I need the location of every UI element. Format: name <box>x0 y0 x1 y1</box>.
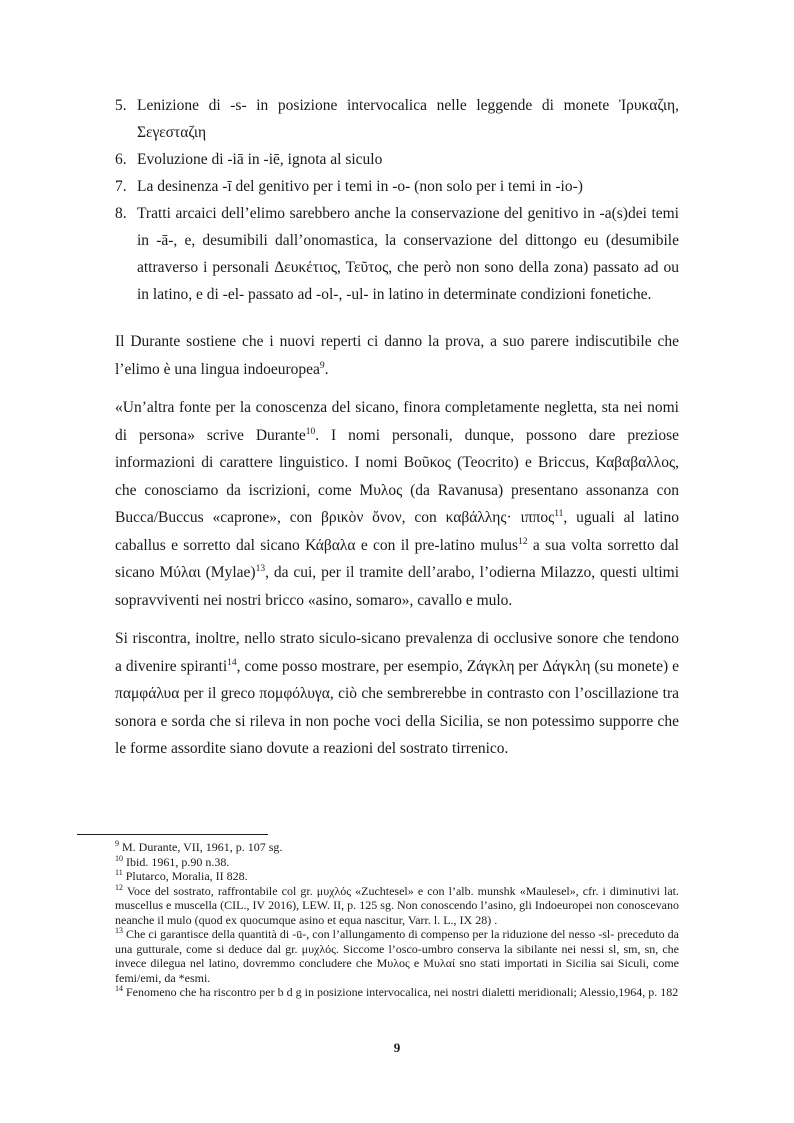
footnote-ref-14[interactable]: 14 <box>227 657 237 668</box>
paragraph-text: a sua volta sorretto dal sicano Μύλαι (Mylae) <box>115 536 679 581</box>
footnote <box>115 985 679 1000</box>
list-number: 8. <box>115 205 127 222</box>
paragraph-occlusive-sonore <box>115 625 679 763</box>
paragraph-text: , uguali al latino caballus e sorretto dal sicano Κάβαλα e con il pre-latino mulus <box>115 509 679 554</box>
footnote-ref-10[interactable]: 10 <box>305 426 316 437</box>
footnote-text: Ibid. 1961, p.90 n.38. <box>123 854 230 869</box>
paragraph-text: «Un’altra fonte per la conoscenza del sicano, finora completamente negletta, sta nei nomi di persona» scrive Durante <box>115 399 679 444</box>
footnote <box>115 840 679 855</box>
list-item <box>115 92 679 146</box>
paragraph-text: . <box>324 360 329 378</box>
footnote <box>115 855 679 870</box>
footnote-text: Che ci garantisce della quantità di -ū-, con l’allungamento di compenso per la riduzione del nesso -sl- preceduto da una gutturale, come si deduce dal gr. μυχλός. Siccome l’osco-umbro conserva la sibilante nei nessi sl, sm, sn, che invece dilegua nel latino, dovremmo concludere che Μυλος e Μυλαί sno stati importati in Sicilia sai Siculi, come femi/emi, da *esmi. <box>115 927 679 985</box>
footnote-number: 10 <box>115 853 123 863</box>
footnote-text: Plutarco, Moralia, II 828. <box>122 869 248 883</box>
paragraph-durante-indoeuropea <box>115 328 679 383</box>
footnote-text: M. Durante, VII, 1961, p. 107 sg. <box>119 840 283 854</box>
footnote-ref-13[interactable]: 13 <box>255 563 266 574</box>
paragraph-text: , come posso mostrare, per esempio, Ζάγκλη per Δάγκλη (su monete) e παμφάλυα per il greco πομφόλυγα, ciò che sembrerebbe in contrasto con l’oscillazione tra sonora e sorda che si rileva in non poche voci della Sicilia, se non potessimo supporre che le forme assordite siano dovute a reazioni del sostrato tirrenico. <box>115 657 679 757</box>
footnote-number: 13 <box>115 926 123 935</box>
list-number: 6. <box>115 151 127 168</box>
footnote-number: 9 <box>115 839 119 848</box>
list-item <box>115 173 679 200</box>
main-text <box>115 92 679 763</box>
paragraph-text: , da cui, per il tramite dell’arabo, l’odierna Milazzo, questi ultimi sopravviventi nei nostri bricco «asino, somaro», cavallo e mulo. <box>115 564 679 609</box>
list-number: 7. <box>115 178 127 195</box>
paragraph-text: . I nomi personali, dunque, possono dare preziose informazioni di carattere linguistico. I nomi Βοῦκος (Teocrito) e Briccus, Καβαβαλλος, che conosciamo da iscrizioni, come Μυλος (da Ravanusa) presentano assonanza con Bucca/Buccus «caprone», con βρικὸν ὄνον, con καβάλλης· ιππος <box>115 426 679 526</box>
list-item <box>115 200 679 308</box>
paragraph-nomi-di-persona <box>115 394 679 614</box>
list-text: Tratti arcaici dell’elimo sarebbero anche la conservazione del genitivo in -a(s)dei temi in -ā-, e, desumibili dall’onomastica, la conservazione del dittongo eu (desumibile attraverso i personali Δευκέτιος, Τεῦτος, che però non sono della zona) passato ad ou in latino, e di -el- passato ad -ol-, -ul- in latino in determinate condizioni fonetiche. <box>137 205 679 303</box>
footnote <box>115 869 679 884</box>
paragraph-text: Il Durante sostiene che i nuovi reperti ci danno la prova, a suo parere indiscutibile che l’elimo è una lingua indoeuropea <box>115 333 679 378</box>
footnote <box>115 884 679 928</box>
list-text: Lenizione di -s- in posizione intervocalica nelle leggende di monete Ἰρυκαζιη, Σεγεσταζιη <box>137 97 679 141</box>
footnote-number: 14 <box>115 984 123 993</box>
footnote-ref-9[interactable]: 9 <box>319 360 325 371</box>
footnote-ref-12[interactable]: 12 <box>518 536 528 547</box>
footnote-ref-11[interactable]: 11 <box>554 508 564 519</box>
footnote <box>115 927 679 985</box>
footnote-text: Voce del sostrato, raffrontabile col gr. μυχλός «Zuchtesel» e con l’alb. munshk «Maulesel», cfr. i diminutivi lat. muscellus e muscella (CIL., IV 2016), LEW. II, p. 125 sg. Non conoscendo l’asino, gli Indoeuropei non conoscevano neanche il mulo (quod ex quocumque asino et equa nascitur, Varr. l. L., IX 28) . <box>115 883 679 927</box>
list-text: La desinenza -ī del genitivo per i temi in -o- (non solo per i temi in -io-) <box>137 178 583 195</box>
paragraph-text: Si riscontra, inoltre, nello strato siculo-sicano prevalenza di occlusive sonore che tendono a divenire spiranti <box>115 630 679 675</box>
list-number: 5. <box>115 97 127 114</box>
page-number: 9 <box>393 1040 401 1055</box>
footnote-number: 11 <box>115 868 123 877</box>
list-item <box>115 146 679 173</box>
footnotes <box>115 840 679 1000</box>
footnote-text: Fenomeno che ha riscontro per b d g in posizione intervocalica, nei nostri dialetti meridionali; Alessio,1964, p. 182 <box>123 985 679 999</box>
footnote-number: 12 <box>115 882 123 892</box>
footnote-separator <box>77 834 268 835</box>
list-text: Evoluzione di -iā in -iē, ignota al siculo <box>137 151 383 168</box>
